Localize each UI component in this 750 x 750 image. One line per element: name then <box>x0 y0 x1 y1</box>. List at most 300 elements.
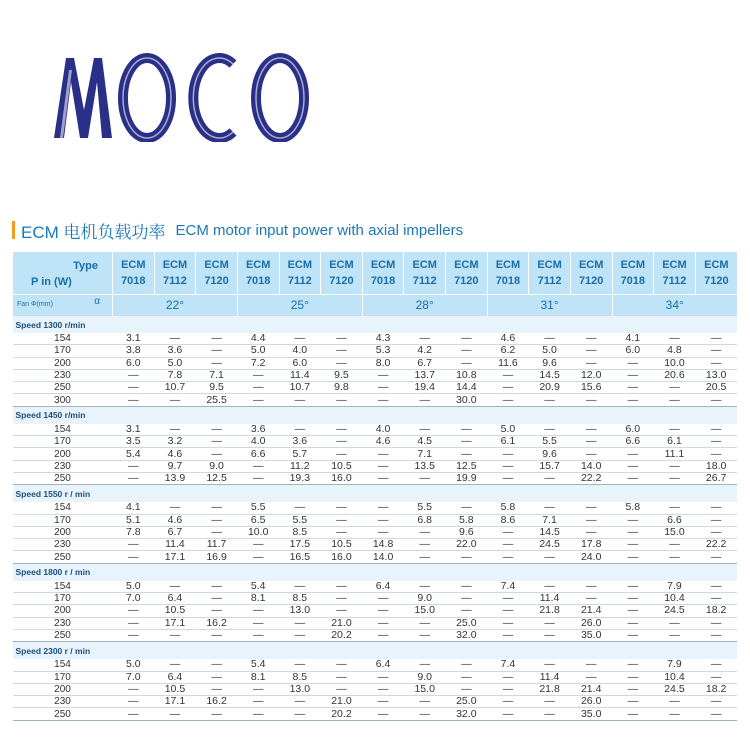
power-cell: 4.5 <box>404 436 446 448</box>
logo-letter-o2 <box>256 58 304 138</box>
power-cell: — <box>695 502 737 514</box>
power-table <box>12 252 737 721</box>
model-number: 7112 <box>287 275 312 287</box>
power-cell: — <box>237 696 279 708</box>
power-cell: 17.1 <box>154 551 196 563</box>
fan-diameter-cell: 250 <box>13 551 113 563</box>
header-corner-2 <box>13 295 113 316</box>
power-cell: — <box>237 683 279 695</box>
model-number: 7018 <box>495 275 521 287</box>
power-cell: — <box>612 382 654 394</box>
table-row <box>13 617 738 629</box>
power-cell: 30.0 <box>446 394 488 406</box>
power-cell: 6.1 <box>487 436 529 448</box>
power-cell: 15.7 <box>529 460 571 472</box>
power-cell: — <box>487 696 529 708</box>
power-cell: 3.5 <box>113 436 155 448</box>
power-cell: — <box>487 605 529 617</box>
model-header <box>529 252 571 295</box>
power-cell: — <box>487 382 529 394</box>
model-number: 7120 <box>704 275 729 287</box>
power-cell: — <box>321 581 363 593</box>
power-cell: 19.9 <box>446 472 488 484</box>
power-cell: 6.4 <box>154 671 196 683</box>
model-number: 7112 <box>412 275 437 287</box>
fan-diameter-cell: 230 <box>13 460 113 472</box>
power-cell: — <box>612 617 654 629</box>
model-series: ECM <box>204 259 229 271</box>
power-cell: — <box>612 472 654 484</box>
model-number: 7018 <box>620 275 646 287</box>
power-cell: — <box>529 502 571 514</box>
table-row <box>13 345 738 357</box>
speed-label: Speed 1550 r / min <box>13 485 738 503</box>
fan-diameter-cell: 250 <box>13 708 113 720</box>
power-cell: 25.0 <box>446 617 488 629</box>
power-cell: 10.5 <box>154 683 196 695</box>
power-cell: 32.0 <box>446 708 488 720</box>
power-cell: — <box>362 617 404 629</box>
power-cell: 22.2 <box>570 472 612 484</box>
power-cell: 5.1 <box>113 514 155 526</box>
power-cell: 6.7 <box>154 526 196 538</box>
power-cell: 7.0 <box>113 671 155 683</box>
logo-letter-m <box>54 58 112 138</box>
power-cell: — <box>321 659 363 671</box>
power-cell: — <box>446 605 488 617</box>
power-cell: 16.0 <box>321 551 363 563</box>
power-cell: — <box>404 539 446 551</box>
power-cell: — <box>237 369 279 381</box>
model-series: ECM <box>162 259 188 271</box>
model-number: 7120 <box>204 275 229 287</box>
table-row <box>13 369 738 381</box>
power-cell: 6.0 <box>113 357 155 369</box>
power-cell: — <box>321 448 363 460</box>
power-cell: — <box>113 460 155 472</box>
power-cell: — <box>404 424 446 436</box>
power-cell: 21.0 <box>321 617 363 629</box>
angle-header: 25° <box>237 295 362 316</box>
power-cell: 13.7 <box>404 369 446 381</box>
power-cell: 7.9 <box>654 659 696 671</box>
power-cell: 11.4 <box>154 539 196 551</box>
table-row <box>13 551 738 563</box>
power-cell: 4.8 <box>654 345 696 357</box>
power-cell: 24.0 <box>570 551 612 563</box>
power-cell: — <box>321 671 363 683</box>
power-cell: — <box>487 526 529 538</box>
power-cell: — <box>570 502 612 514</box>
model-header <box>321 252 363 295</box>
power-cell: 5.7 <box>279 448 321 460</box>
speed-label: Speed 1800 r / min <box>13 563 738 581</box>
model-header <box>446 252 488 295</box>
power-cell: 11.4 <box>279 369 321 381</box>
power-cell: 32.0 <box>446 629 488 641</box>
model-number: 7120 <box>454 275 479 287</box>
power-cell: — <box>237 629 279 641</box>
power-cell: — <box>612 708 654 720</box>
fan-diameter-cell: 250 <box>13 472 113 484</box>
power-cell: 15.0 <box>404 605 446 617</box>
fan-diameter-cell: 250 <box>13 629 113 641</box>
title-english: ECM motor input power with axial impellers <box>175 221 464 239</box>
power-cell: 26.0 <box>570 617 612 629</box>
power-cell: — <box>279 333 321 345</box>
power-cell: — <box>487 472 529 484</box>
power-cell: 7.2 <box>237 357 279 369</box>
power-cell: 16.2 <box>196 696 238 708</box>
model-series: ECM <box>121 259 146 271</box>
power-cell: 5.8 <box>612 502 654 514</box>
power-cell: — <box>654 629 696 641</box>
power-cell: — <box>487 460 529 472</box>
power-cell: 4.2 <box>404 345 446 357</box>
power-cell: 4.6 <box>362 436 404 448</box>
speed-group-row <box>13 563 738 581</box>
model-series: ECM <box>454 259 479 271</box>
angle-header: 31° <box>487 295 612 316</box>
power-cell: — <box>695 333 737 345</box>
power-cell: — <box>570 526 612 538</box>
power-cell: 13.5 <box>404 460 446 472</box>
power-cell: 5.5 <box>404 502 446 514</box>
power-cell: 8.5 <box>279 593 321 605</box>
angle-header: 28° <box>362 295 487 316</box>
power-cell: — <box>154 394 196 406</box>
power-cell: 6.1 <box>654 436 696 448</box>
logo-letter-o1 <box>123 58 171 138</box>
model-series: ECM <box>329 259 354 271</box>
power-cell: — <box>196 605 238 617</box>
power-cell: 5.0 <box>113 581 155 593</box>
power-cell: 6.4 <box>154 593 196 605</box>
model-header <box>570 252 612 295</box>
power-cell: — <box>196 708 238 720</box>
power-cell: 4.3 <box>362 333 404 345</box>
power-cell: — <box>446 436 488 448</box>
power-cell: — <box>570 394 612 406</box>
power-cell: — <box>154 333 196 345</box>
power-cell: 5.3 <box>362 345 404 357</box>
power-cell: — <box>237 551 279 563</box>
power-cell: 21.4 <box>570 683 612 695</box>
power-cell: 14.0 <box>570 460 612 472</box>
power-cell: — <box>404 617 446 629</box>
power-cell: — <box>654 472 696 484</box>
power-cell: — <box>695 551 737 563</box>
title-accent-bar <box>12 221 15 239</box>
power-cell: — <box>321 424 363 436</box>
power-cell: — <box>237 460 279 472</box>
power-cell: — <box>154 502 196 514</box>
power-cell: 26.0 <box>570 696 612 708</box>
power-cell: — <box>154 659 196 671</box>
power-cell: — <box>695 593 737 605</box>
power-cell: 5.0 <box>529 345 571 357</box>
power-cell: 9.7 <box>154 460 196 472</box>
power-cell: 16.5 <box>279 551 321 563</box>
power-cell: — <box>113 472 155 484</box>
model-header <box>695 252 737 295</box>
power-cell: — <box>612 671 654 683</box>
power-cell: — <box>196 671 238 683</box>
power-cell: — <box>487 539 529 551</box>
power-cell: — <box>279 424 321 436</box>
power-cell: — <box>695 526 737 538</box>
power-cell: — <box>487 708 529 720</box>
power-cell: — <box>113 382 155 394</box>
table-row <box>13 436 738 448</box>
power-cell: 6.0 <box>612 424 654 436</box>
fan-diameter-cell: 300 <box>13 394 113 406</box>
speed-group-row <box>13 642 738 660</box>
table-row <box>13 708 738 720</box>
power-cell: 25.5 <box>196 394 238 406</box>
model-series: ECM <box>287 259 313 271</box>
power-cell: 11.1 <box>654 448 696 460</box>
power-cell: — <box>279 581 321 593</box>
table-row <box>13 696 738 708</box>
model-number: 7018 <box>370 275 396 287</box>
power-cell: 9.5 <box>196 382 238 394</box>
power-cell: — <box>446 357 488 369</box>
power-cell: 13.0 <box>695 369 737 381</box>
power-cell: 4.6 <box>154 514 196 526</box>
power-cell: — <box>612 629 654 641</box>
power-cell: 16.9 <box>196 551 238 563</box>
power-cell: — <box>237 472 279 484</box>
power-cell: — <box>404 629 446 641</box>
power-cell: — <box>570 345 612 357</box>
speed-group-row <box>13 406 738 424</box>
power-cell: — <box>529 659 571 671</box>
power-cell: — <box>113 369 155 381</box>
table-row <box>13 526 738 538</box>
power-cell: — <box>362 696 404 708</box>
power-cell: 10.8 <box>446 369 488 381</box>
model-header <box>113 252 155 295</box>
power-cell: 5.0 <box>237 345 279 357</box>
power-cell: — <box>446 671 488 683</box>
model-header <box>154 252 196 295</box>
power-cell: — <box>113 683 155 695</box>
power-cell: — <box>612 526 654 538</box>
power-cell: — <box>196 357 238 369</box>
power-cell: — <box>404 708 446 720</box>
fan-diameter-cell: 170 <box>13 671 113 683</box>
power-cell: 35.0 <box>570 708 612 720</box>
fan-diameter-cell: 170 <box>13 345 113 357</box>
power-cell: 6.6 <box>612 436 654 448</box>
fan-diameter-cell: 154 <box>13 581 113 593</box>
power-cell: 9.0 <box>196 460 238 472</box>
power-cell: — <box>196 593 238 605</box>
power-cell: 3.6 <box>237 424 279 436</box>
fan-diameter-cell: 200 <box>13 448 113 460</box>
fan-diameter-cell: 154 <box>13 502 113 514</box>
power-cell: — <box>321 436 363 448</box>
table-row <box>13 514 738 526</box>
model-number: 7018 <box>245 275 271 287</box>
power-cell: — <box>695 436 737 448</box>
power-cell: — <box>612 683 654 695</box>
power-cell: 17.8 <box>570 539 612 551</box>
power-cell: — <box>654 617 696 629</box>
power-cell: — <box>612 460 654 472</box>
power-cell: — <box>695 514 737 526</box>
power-cell: 9.6 <box>529 448 571 460</box>
power-cell: 3.1 <box>113 424 155 436</box>
power-cell: 9.8 <box>321 382 363 394</box>
pin-label: P in (W) <box>31 276 72 288</box>
power-cell: — <box>113 551 155 563</box>
table-row <box>13 472 738 484</box>
model-header <box>362 252 404 295</box>
table-row <box>13 448 738 460</box>
power-cell: 11.4 <box>529 593 571 605</box>
power-cell: — <box>196 629 238 641</box>
power-cell: — <box>695 671 737 683</box>
power-cell: — <box>529 617 571 629</box>
fan-diameter-cell: 154 <box>13 333 113 345</box>
power-cell: — <box>362 502 404 514</box>
power-cell: — <box>362 683 404 695</box>
power-cell: 14.8 <box>362 539 404 551</box>
power-cell: — <box>196 659 238 671</box>
power-cell: — <box>321 394 363 406</box>
power-cell: 14.0 <box>362 551 404 563</box>
power-cell: 10.4 <box>654 593 696 605</box>
fan-diameter-cell: 250 <box>13 382 113 394</box>
power-cell: 3.8 <box>113 345 155 357</box>
fan-diameter-cell: 230 <box>13 617 113 629</box>
power-cell: 13.0 <box>279 683 321 695</box>
power-cell: — <box>446 659 488 671</box>
power-cell: 9.0 <box>404 593 446 605</box>
power-cell: — <box>529 394 571 406</box>
power-cell: — <box>529 581 571 593</box>
fan-diameter-cell: 170 <box>13 514 113 526</box>
power-cell: 15.0 <box>654 526 696 538</box>
power-cell: 20.2 <box>321 629 363 641</box>
power-cell: — <box>446 551 488 563</box>
power-cell: — <box>279 502 321 514</box>
power-cell: — <box>196 526 238 538</box>
power-cell: — <box>279 659 321 671</box>
power-cell: — <box>237 708 279 720</box>
power-cell: — <box>404 472 446 484</box>
power-cell: 14.5 <box>529 369 571 381</box>
power-cell: — <box>446 333 488 345</box>
power-cell: 5.4 <box>113 448 155 460</box>
power-cell: — <box>570 593 612 605</box>
power-cell: — <box>695 629 737 641</box>
table-row <box>13 394 738 406</box>
table-row <box>13 671 738 683</box>
power-cell: 5.8 <box>446 514 488 526</box>
power-cell: — <box>487 394 529 406</box>
power-cell: — <box>612 605 654 617</box>
power-cell: — <box>404 696 446 708</box>
power-cell: — <box>237 539 279 551</box>
power-cell: — <box>695 696 737 708</box>
power-cell: — <box>362 382 404 394</box>
power-cell: — <box>654 696 696 708</box>
power-cell: 20.9 <box>529 382 571 394</box>
power-cell: 5.0 <box>487 424 529 436</box>
power-cell: — <box>529 551 571 563</box>
power-cell: — <box>362 472 404 484</box>
power-cell: 3.6 <box>279 436 321 448</box>
power-cell: — <box>362 629 404 641</box>
power-cell: — <box>570 514 612 526</box>
power-cell: 26.7 <box>695 472 737 484</box>
power-cell: 20.6 <box>654 369 696 381</box>
power-cell: — <box>404 551 446 563</box>
power-cell: — <box>321 593 363 605</box>
power-cell: 5.4 <box>237 581 279 593</box>
power-cell: — <box>196 436 238 448</box>
header-corner <box>13 252 113 295</box>
power-cell: — <box>196 514 238 526</box>
power-cell: 3.2 <box>154 436 196 448</box>
power-cell: — <box>695 394 737 406</box>
power-cell: — <box>154 708 196 720</box>
table-row <box>13 333 738 345</box>
power-cell: 4.0 <box>279 345 321 357</box>
fan-diameter-cell: 170 <box>13 436 113 448</box>
power-cell: — <box>612 593 654 605</box>
power-cell: 4.6 <box>154 448 196 460</box>
power-cell: — <box>196 502 238 514</box>
power-cell: — <box>321 683 363 695</box>
power-cell: 10.5 <box>321 460 363 472</box>
power-cell: 9.6 <box>529 357 571 369</box>
fan-diameter-cell: 200 <box>13 357 113 369</box>
power-cell: 15.6 <box>570 382 612 394</box>
power-cell: 4.1 <box>113 502 155 514</box>
power-cell: 18.0 <box>695 460 737 472</box>
power-cell: — <box>196 333 238 345</box>
power-cell: — <box>529 333 571 345</box>
model-number: 7112 <box>662 275 687 287</box>
power-cell: — <box>612 659 654 671</box>
power-cell: 10.7 <box>154 382 196 394</box>
model-series: ECM <box>245 259 271 271</box>
power-cell: 6.8 <box>404 514 446 526</box>
power-cell: — <box>654 502 696 514</box>
title-chinese: ECM 电机负载功率 <box>21 222 166 242</box>
power-cell: 21.4 <box>570 605 612 617</box>
power-cell: 22.2 <box>695 539 737 551</box>
power-cell: 9.5 <box>321 369 363 381</box>
power-cell: 16.0 <box>321 472 363 484</box>
power-cell: — <box>362 394 404 406</box>
speed-label: Speed 1450 r/min <box>13 406 738 424</box>
power-cell: 7.9 <box>654 581 696 593</box>
model-series: ECM <box>620 259 646 271</box>
angle-header: 34° <box>612 295 737 316</box>
fan-diameter-cell: 154 <box>13 659 113 671</box>
power-cell: — <box>279 617 321 629</box>
power-cell: — <box>113 605 155 617</box>
power-cell: — <box>446 345 488 357</box>
power-cell: 5.8 <box>487 502 529 514</box>
logo-letter-c <box>193 58 233 138</box>
speed-group-row <box>13 316 738 334</box>
